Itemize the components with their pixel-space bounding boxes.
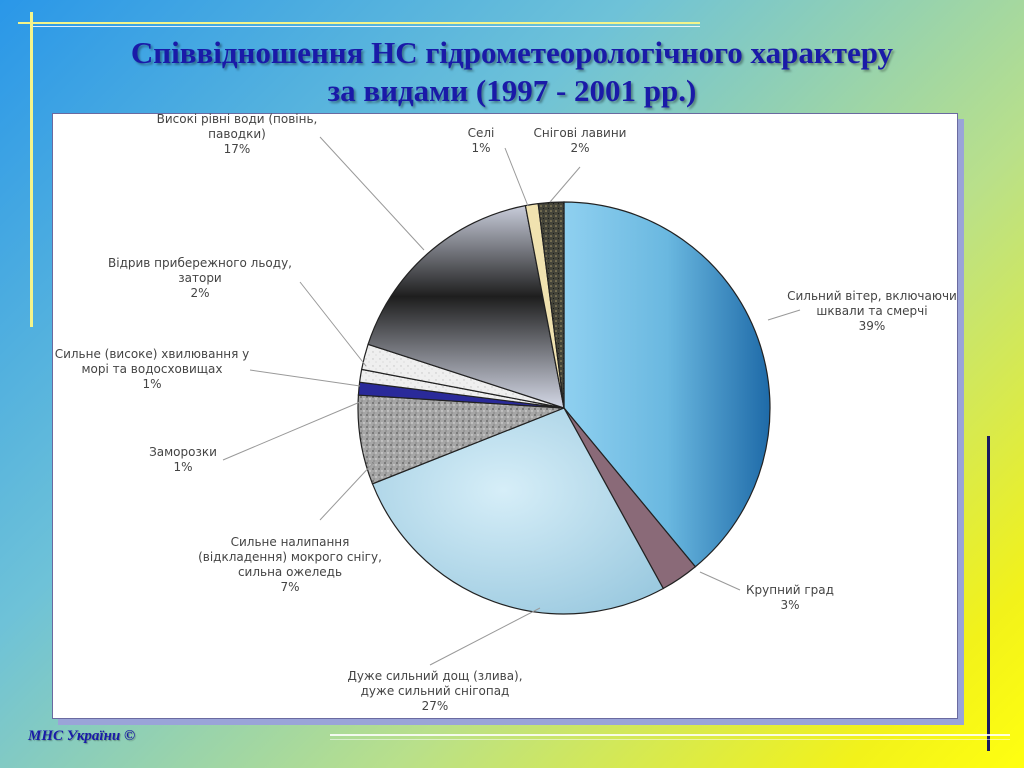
slice-percent: 2% — [570, 141, 590, 155]
leader-line — [550, 167, 580, 202]
slice-label-line: дуже сильний снігопад — [360, 684, 510, 698]
slice-label-line: Снігові лавини — [533, 126, 627, 140]
slice-label-line: сильна ожеледь — [237, 565, 343, 579]
leader-line — [505, 148, 528, 206]
leader-line — [300, 282, 366, 366]
slice-label — [468, 126, 495, 155]
slice-label-line: морі та водосховищах — [81, 362, 223, 376]
slice-label — [55, 347, 250, 391]
slice-label-line: Високі рівні води (повінь, — [156, 112, 318, 126]
slice-label — [198, 535, 382, 594]
slice-percent: 2% — [190, 286, 210, 300]
slice-percent: 1% — [471, 141, 491, 155]
leader-line — [768, 310, 800, 320]
slice-percent: 1% — [173, 460, 193, 474]
footer-copyright: МНС України © — [28, 728, 136, 744]
slice-label-line: Крупний град — [746, 583, 834, 597]
slice-percent: 39% — [858, 319, 886, 333]
slice-label-line: Селі — [467, 126, 495, 140]
leader-line — [320, 137, 424, 250]
slice-percent: 27% — [421, 699, 449, 713]
slice-label-line: Сильний вітер, включаючи — [787, 289, 957, 303]
slice-label-line: шквали та смерчі — [816, 304, 928, 318]
leader-line — [700, 572, 740, 590]
slice-label — [787, 289, 957, 333]
slice-label-line: (відкладення) мокрого снігу, — [198, 550, 382, 564]
leader-line — [250, 370, 360, 386]
slice-label-line: паводки) — [208, 127, 266, 141]
slice-label — [746, 583, 834, 612]
slice-label-line: затори — [178, 271, 222, 285]
slice-label-line: Сильне налипання — [230, 535, 350, 549]
slice-label — [534, 126, 627, 155]
leader-line — [320, 462, 374, 520]
slice-label — [157, 112, 318, 156]
slice-label-line: Сильне (високе) хвилювання у — [54, 347, 250, 361]
slice-percent: 17% — [223, 142, 251, 156]
slice-label — [149, 445, 217, 474]
slice-percent: 1% — [142, 377, 162, 391]
slide-title-line1: Співвідношення НС гідрометеорологічного характеру — [130, 35, 894, 70]
leader-line — [430, 608, 540, 665]
slice-label — [108, 256, 292, 300]
leader-line — [223, 402, 360, 460]
slice-label-line: Дуже сильний дощ (злива), — [347, 669, 523, 683]
slice-label-line: Відрив прибережного льоду, — [108, 256, 292, 270]
slice-percent: 3% — [780, 598, 800, 612]
slice-percent: 7% — [280, 580, 300, 594]
slice-label-line: Заморозки — [149, 445, 217, 459]
slice-label — [347, 669, 522, 713]
slide-title-line2: за видами (1997 - 2001 рр.) — [327, 73, 697, 108]
